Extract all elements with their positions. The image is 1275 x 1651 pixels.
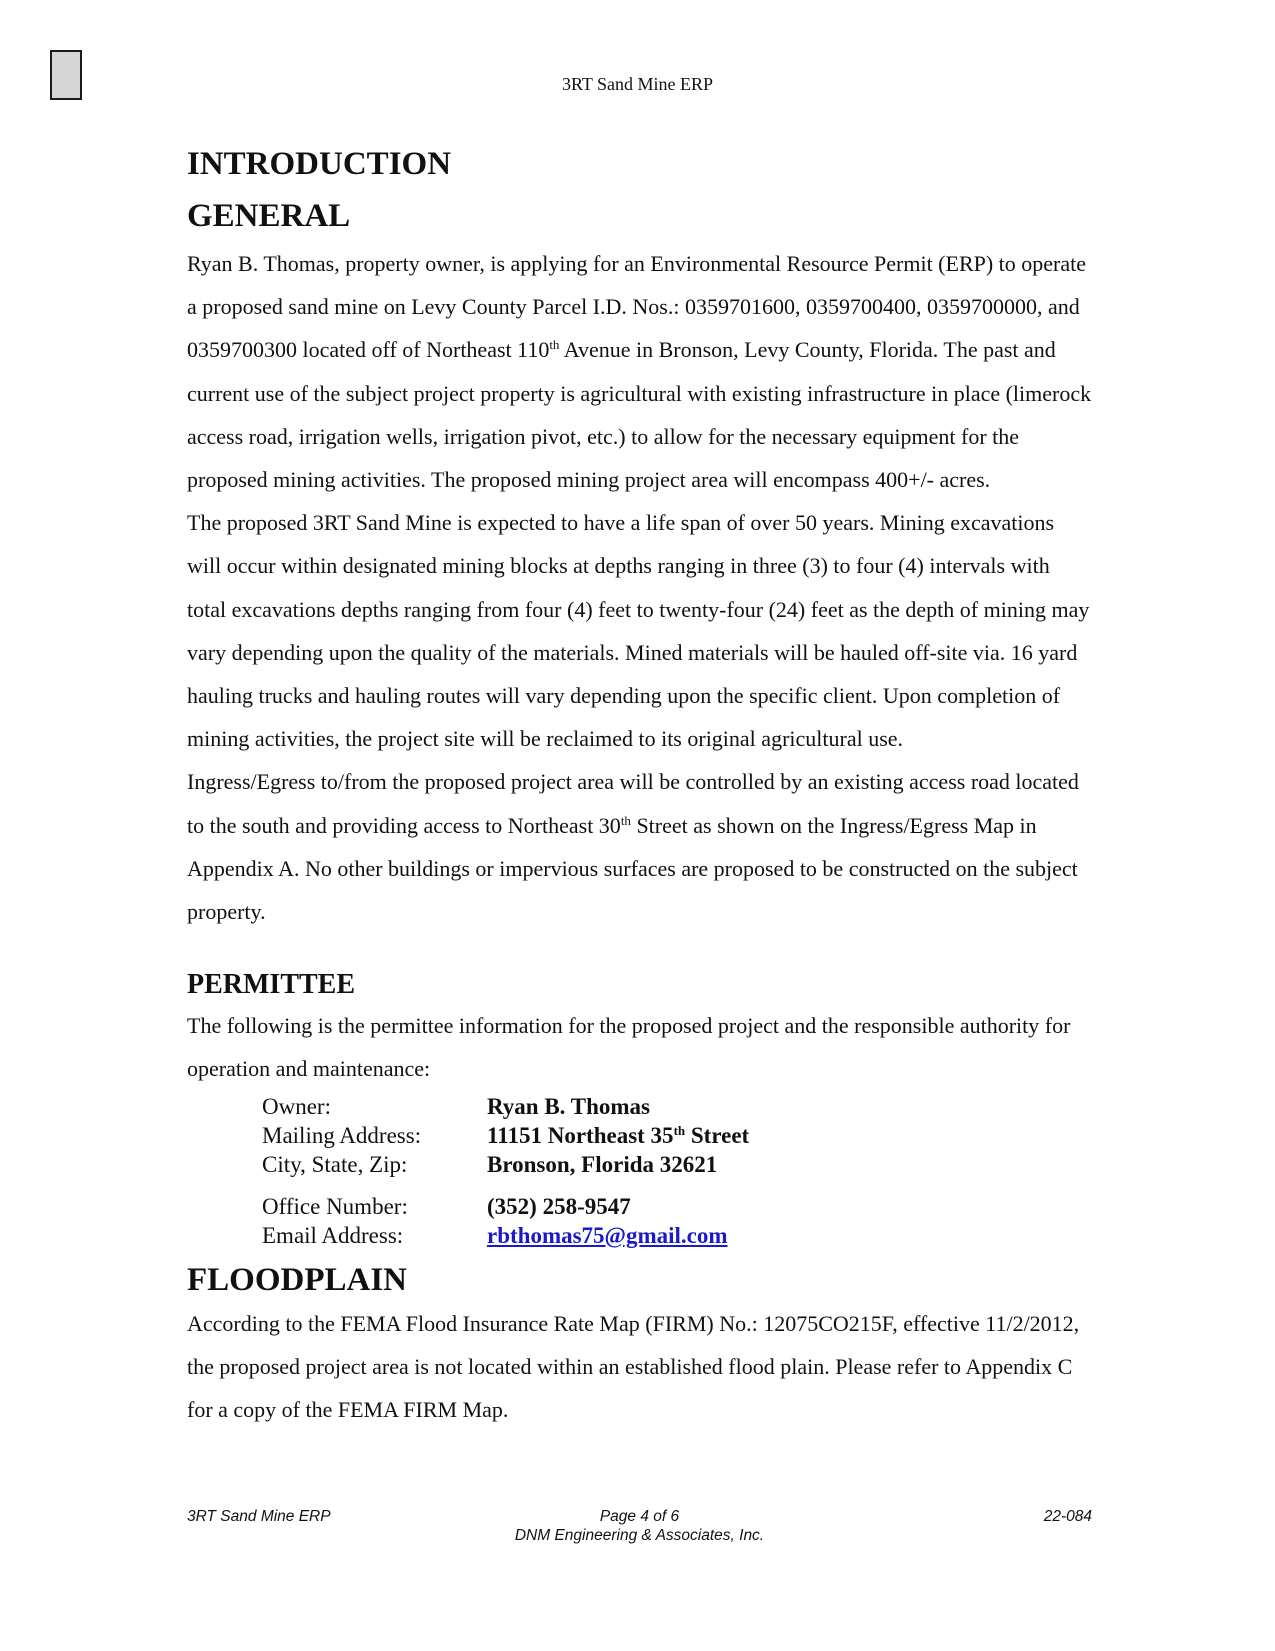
floodplain-heading: FLOODPLAIN: [187, 1261, 408, 1298]
general-p3-text-b: Street as shown on the Ingress/Egress Map in Appendix A. No other buildings or impervious surfaces are proposed to be constructed on the subject property.: [187, 812, 1078, 925]
email-address-value: [487, 1221, 728, 1250]
city-state-zip-value: Bronson, Florida 32621: [487, 1151, 718, 1177]
mailing-address-label: Mailing Address:: [262, 1122, 422, 1148]
general-p3-text-a: Ingress/Egress to/from the proposed project area will be controlled by an existing access road located to the south and providing access to Northeast 30: [187, 769, 1079, 838]
introduction-heading: INTRODUCTION: [187, 146, 452, 182]
document-body: [187, 138, 1092, 1431]
footer-page-number: Page 4 of 6: [599, 1508, 680, 1525]
mailing-address-superscript: th: [673, 1122, 686, 1138]
email-address-label: Email Address:: [262, 1222, 404, 1248]
floodplain-paragraph: According to the FEMA Flood Insurance Rate Map (FIRM) No.: 12075CO215F, effective 11/2/2012, the proposed project area is not located within an established flood plain. Please refer to Appendix C for a copy of the FEMA FIRM Map.: [187, 1310, 1080, 1423]
office-number-value: (352) 258-9547: [487, 1193, 631, 1219]
running-header: 3RT Sand Mine ERP: [561, 74, 714, 94]
permittee-info-table: [262, 1092, 1092, 1250]
mailing-address-text-b: Street: [685, 1122, 750, 1148]
owner-value: Ryan B. Thomas: [487, 1093, 651, 1119]
general-p1-text-a: Ryan B. Thomas, property owner, is applying for an Environmental Resource Permit (ERP) to operate a proposed sand mine on Levy County Parcel I.D. Nos.: 0359701600, 0359700400, 0359700000, and 0359700300 located off of Northeast 110: [187, 251, 1087, 363]
general-paragraph-1: [187, 242, 1092, 501]
office-number-row: [262, 1192, 1092, 1221]
mailing-address-row: [262, 1121, 1092, 1150]
mailing-address-value: [487, 1121, 749, 1150]
city-state-zip-label: City, State, Zip:: [262, 1151, 408, 1177]
footer-project-number: 22-084: [1043, 1508, 1092, 1525]
general-p1-text-b: Avenue in Bronson, Levy County, Florida. The past and current use of the subject project property is agricultural with existing infrastructure in place (limerock access road, irrigation wells, irrigation pivot, etc.) to allow for the necessary equipment for the proposed mining activities. The proposed mining project area will encompass 400+/- acres.: [187, 337, 1092, 493]
running-footer: [187, 1507, 1092, 1545]
mailing-address-text-a: 11151 Northeast 35: [487, 1122, 674, 1148]
footer-document-title: 3RT Sand Mine ERP: [187, 1508, 331, 1525]
owner-label: Owner:: [262, 1093, 331, 1119]
general-p1-superscript: th: [549, 337, 560, 353]
office-number-label: Office Number:: [262, 1193, 408, 1219]
owner-row: [262, 1092, 1092, 1121]
general-p3-superscript: th: [620, 812, 631, 828]
city-state-zip-row: [262, 1150, 1092, 1179]
footer-company-name: DNM Engineering & Associates, Inc.: [514, 1527, 765, 1544]
permittee-intro: The following is the permittee information for the proposed project and the responsible authority for operation and maintenance:: [187, 1013, 1071, 1082]
email-link[interactable]: rbthomas75@gmail.com: [487, 1222, 728, 1248]
email-address-row: [262, 1221, 1092, 1250]
general-paragraph-2: The proposed 3RT Sand Mine is expected to have a life span of over 50 years. Mining excavations will occur within designated mining blocks at depths ranging in three (3) to four (4) intervals with total excavations depths ranging from four (4) feet to twenty-four (24) feet as the depth of mining may vary depending upon the quality of the materials. Mined materials will be hauled off-site via. 16 yard hauling trucks and hauling routes will vary depending upon the specific client. Upon completion of mining activities, the project site will be reclaimed to its original agricultural use.: [187, 510, 1090, 752]
general-heading: GENERAL: [187, 198, 351, 234]
general-paragraph-3: [187, 760, 1092, 933]
permittee-heading: PERMITTEE: [187, 969, 356, 1001]
footer-row: [187, 1507, 1092, 1526]
